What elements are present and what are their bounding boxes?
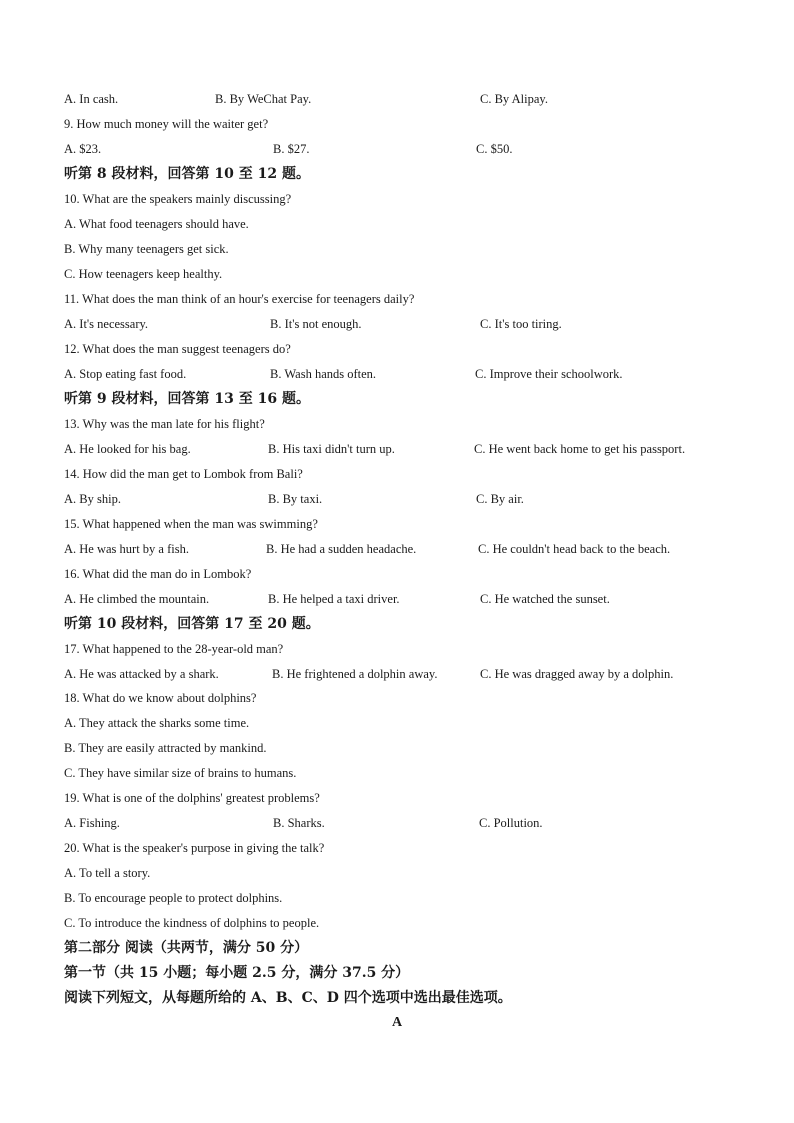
question-16: 16. What did the man do in Lombok? <box>64 567 252 581</box>
q14-option-c: C. By air. <box>476 492 524 506</box>
q13-option-b: B. His taxi didn't turn up. <box>268 442 395 456</box>
q8-option-b: B. By WeChat Pay. <box>215 92 312 106</box>
q17-option-c: C. He was dragged away by a dolphin. <box>480 667 674 681</box>
question-19: 19. What is one of the dolphins' greatest problems? <box>64 791 320 805</box>
q18-option-b: B. They are easily attracted by mankind. <box>64 741 267 755</box>
q20-option-a: A. To tell a story. <box>64 866 151 880</box>
question-18: 18. What do we know about dolphins? <box>64 691 257 705</box>
section-9-heading: 听第 9 段材料，回答第 13 至 16 题。 <box>64 391 310 407</box>
question-11: 11. What does the man think of an hour's exercise for teenagers daily? <box>64 292 415 306</box>
question-12: 12. What does the man suggest teenagers do? <box>64 342 291 356</box>
question-13: 13. Why was the man late for his flight? <box>64 417 265 431</box>
q18-option-c: C. They have similar size of brains to humans. <box>64 766 297 780</box>
q15-option-a: A. He was hurt by a fish. <box>64 542 189 556</box>
part-2-heading: 第二部分 阅读（共两节，满分 50 分） <box>64 940 309 956</box>
q10-option-a: A. What food teenagers should have. <box>64 217 249 231</box>
q8-option-a: A. In cash. <box>64 92 119 106</box>
question-9: 9. How much money will the waiter get? <box>64 117 269 131</box>
q12-option-b: B. Wash hands often. <box>270 367 377 381</box>
q9-option-a: A. $23. <box>64 142 102 156</box>
q15-option-b: B. He had a sudden headache. <box>266 542 417 556</box>
question-17: 17. What happened to the 28-year-old man? <box>64 642 284 656</box>
q11-option-b: B. It's not enough. <box>270 317 362 331</box>
section-10-heading: 听第 10 段材料，回答第 17 至 20 题。 <box>64 616 320 632</box>
q20-option-b: B. To encourage people to protect dolphins. <box>64 891 283 905</box>
q15-option-c: C. He couldn't head back to the beach. <box>478 542 671 556</box>
part-2-section-1-heading: 第一节（共 15 小题；每小题 2.5 分，满分 37.5 分） <box>64 965 410 981</box>
q20-option-c: C. To introduce the kindness of dolphins to people. <box>64 916 320 930</box>
passage-label: A <box>391 1015 403 1030</box>
q19-option-b: B. Sharks. <box>273 816 325 830</box>
q11-option-c: C. It's too tiring. <box>480 317 562 331</box>
q19-option-a: A. Fishing. <box>64 816 120 830</box>
q13-option-a: A. He looked for his bag. <box>64 442 191 456</box>
q14-option-b: B. By taxi. <box>268 492 323 506</box>
question-10: 10. What are the speakers mainly discussing? <box>64 192 292 206</box>
q13-option-c: C. He went back home to get his passport. <box>474 442 686 456</box>
question-15: 15. What happened when the man was swimming? <box>64 517 318 531</box>
part-2-instruction: 阅读下列短文，从每题所给的 A、B、C、D 四个选项中选出最佳选项。 <box>64 990 512 1006</box>
q9-option-b: B. $27. <box>273 142 310 156</box>
q10-option-b: B. Why many teenagers get sick. <box>64 242 229 256</box>
q19-option-c: C. Pollution. <box>479 816 543 830</box>
question-14: 14. How did the man get to Lombok from Bali? <box>64 467 303 481</box>
question-20: 20. What is the speaker's purpose in giving the talk? <box>64 841 325 855</box>
q12-option-a: A. Stop eating fast food. <box>64 367 187 381</box>
section-8-heading: 听第 8 段材料，回答第 10 至 12 题。 <box>64 166 310 182</box>
q16-option-a: A. He climbed the mountain. <box>64 592 210 606</box>
q14-option-a: A. By ship. <box>64 492 121 506</box>
q8-option-c: C. By Alipay. <box>480 92 548 106</box>
q17-option-b: B. He frightened a dolphin away. <box>272 667 438 681</box>
q16-option-b: B. He helped a taxi driver. <box>268 592 400 606</box>
q16-option-c: C. He watched the sunset. <box>480 592 610 606</box>
q18-option-a: A. They attack the sharks some time. <box>64 716 250 730</box>
q17-option-a: A. He was attacked by a shark. <box>64 667 219 681</box>
q10-option-c: C. How teenagers keep healthy. <box>64 267 223 281</box>
q9-option-c: C. $50. <box>476 142 513 156</box>
q12-option-c: C. Improve their schoolwork. <box>475 367 623 381</box>
q11-option-a: A. It's necessary. <box>64 317 149 331</box>
